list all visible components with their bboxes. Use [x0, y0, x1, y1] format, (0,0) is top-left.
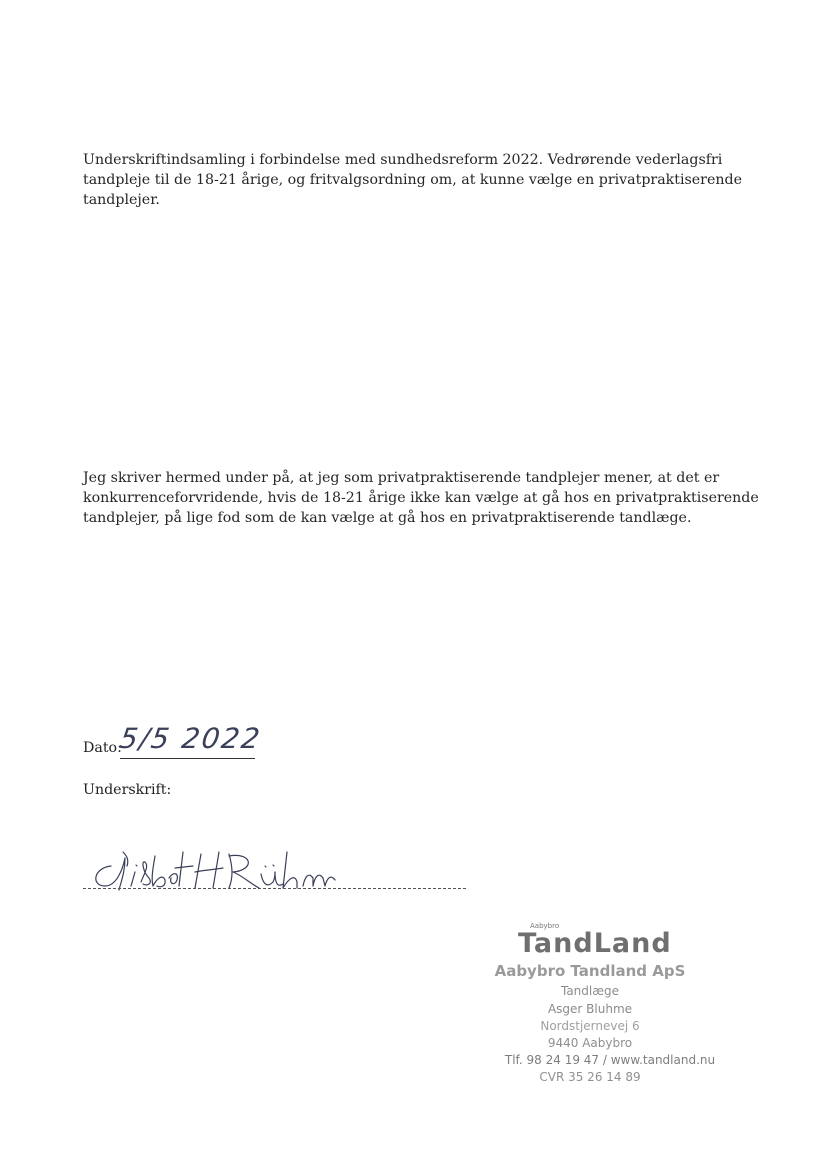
signature-area — [83, 838, 468, 898]
stamp-cvr: CVR 35 26 14 89 — [539, 1070, 641, 1084]
statement-paragraph: Jeg skriver hermed under på, at jeg som privatpraktiserende tandplejer mener, at det er konkurrenceforvridende, hvis de 18-21 årige ikke kan vælge at gå hos en privatpraktiserende tandplejer, på lige fod som de kan vælge at gå hos en privatpraktiserende tandlæge. — [83, 470, 759, 526]
date-underline — [120, 758, 255, 759]
date-label: Dato: — [83, 740, 122, 756]
handwritten-date: 5/5 2022 — [117, 722, 264, 755]
company-stamp — [470, 922, 716, 1092]
signature-label: Underskrift: — [83, 782, 172, 798]
stamp-logo: TandLand — [518, 928, 672, 959]
stamp-city: 9440 Aabybro — [547, 1036, 633, 1050]
handwritten-signature — [83, 838, 383, 898]
stamp-town: Aabybro — [530, 922, 560, 930]
intro-paragraph: Underskriftindsamling i forbindelse med sundhedsreform 2022. Vedrørende vederlagsfri tandpleje til de 18-21 årige, og fritvalgsordning om, at kunne vælge en privatpraktiserende tandplejer. — [83, 152, 742, 208]
signature-dotted-line — [83, 888, 466, 889]
stamp-name: Asger Bluhme — [547, 1002, 633, 1016]
stamp-street: Nordstjernevej 6 — [540, 1019, 640, 1033]
date-field — [117, 722, 340, 760]
stamp-company-name: Aabybro Tandland ApS — [494, 962, 686, 980]
stamp-profession: Tandlæge — [560, 984, 620, 998]
stamp-contact: Tlf. 98 24 19 47 / www.tandland.nu — [504, 1053, 716, 1067]
